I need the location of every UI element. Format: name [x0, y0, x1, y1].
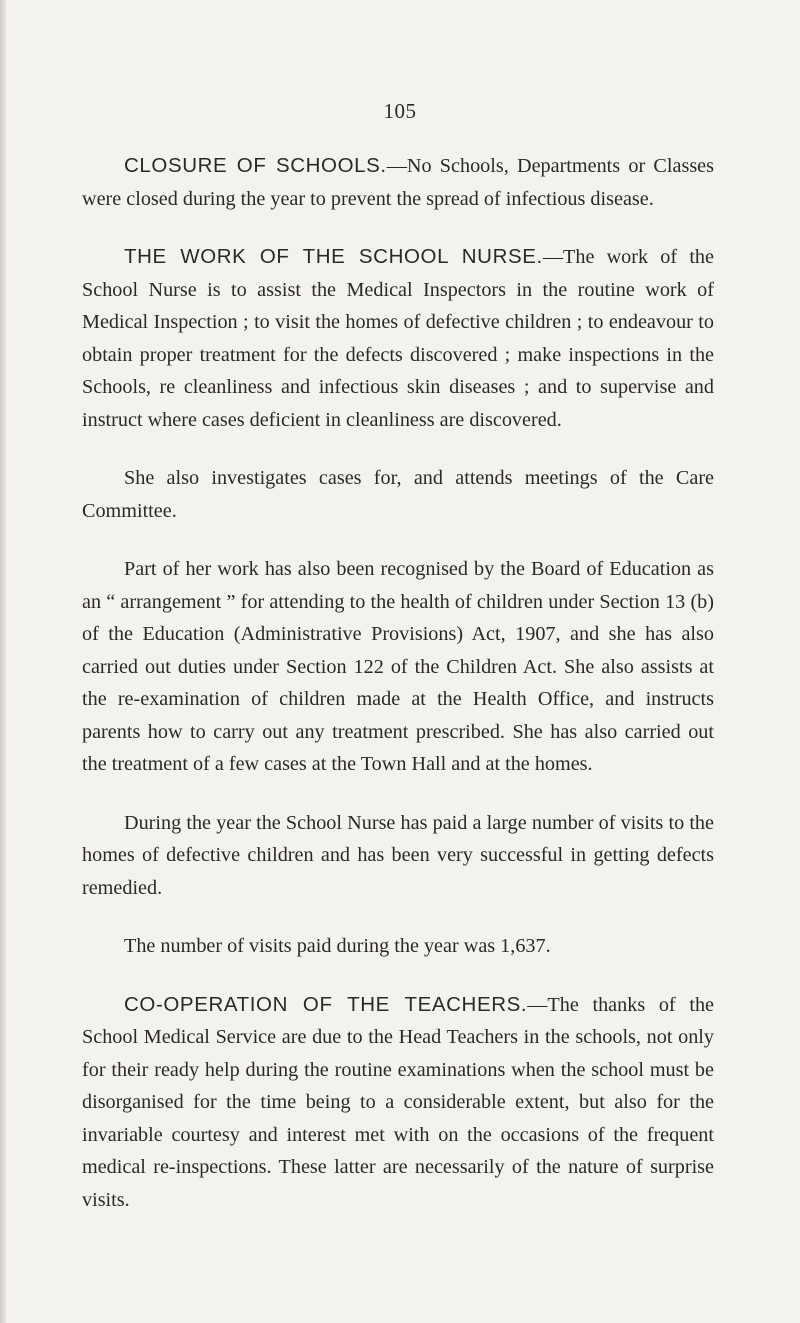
paragraph-co-operation-of-teachers — [82, 989, 714, 1217]
paragraph-closure-of-schools — [82, 150, 714, 215]
paragraph-text: —No Schools, Departments or Classes were closed during the year to prevent the spread of infectious disease. — [82, 155, 714, 210]
document-body — [82, 150, 714, 1216]
section-heading-closure-of-schools: CLOSURE OF SCHOOLS. — [124, 154, 387, 177]
page-number: 105 — [383, 99, 417, 123]
paragraph-school-nurse — [82, 241, 714, 436]
paragraph-care-committee: She also investigates cases for, and attends meetings of the Care Committee. — [82, 467, 714, 522]
paragraph-text: —The thanks of the School Medical Service are due to the Head Teachers in the schools, not only for their ready help during the routine examinations when the school must be disorganised for the time being to a considerable extent, but also for the invariable courtesy and interest met with on the occasions of the frequent medical re-inspections. These latter are necessarily of the nature of surprise visits. — [82, 993, 714, 1211]
paragraph-text: —The work of the School Nurse is to assist the Medical Inspectors in the routine work of Medical Inspection ; to visit the homes of defective children ; to endeavour to obtain proper treatment for the defects discovered ; make inspections in the Schools, re cleanliness and infectious skin diseases ; and to supervise and instruct where cases deficient in cleanliness are discovered. — [82, 246, 714, 431]
paragraph-visits: During the year the School Nurse has paid a large number of visits to the homes of defective children and has been very successful in getting defects remedied. — [82, 811, 714, 899]
paragraph-visit-count: The number of visits paid during the year was 1,637. — [124, 935, 551, 957]
section-heading-school-nurse: THE WORK OF THE SCHOOL NURSE. — [124, 245, 543, 268]
section-heading-co-operation-of-teachers: CO-OPERATION OF THE TEACHERS. — [124, 992, 528, 1016]
page-edge — [0, 0, 6, 1323]
paragraph-board-of-education: Part of her work has also been recognised by the Board of Education as an “ arrangement ” for attending to the health of children under Section 13 (b) of the Education (Administrative Provisions) Act, 1907, and she has also carried out duties under Section 122 of the Children Act. She also assists at the re-examination of children made at the Health Office, and instructs parents how to carry out any treatment prescribed. She has also carried out the treatment of a few cases at the Town Hall and at the homes. — [82, 558, 714, 775]
